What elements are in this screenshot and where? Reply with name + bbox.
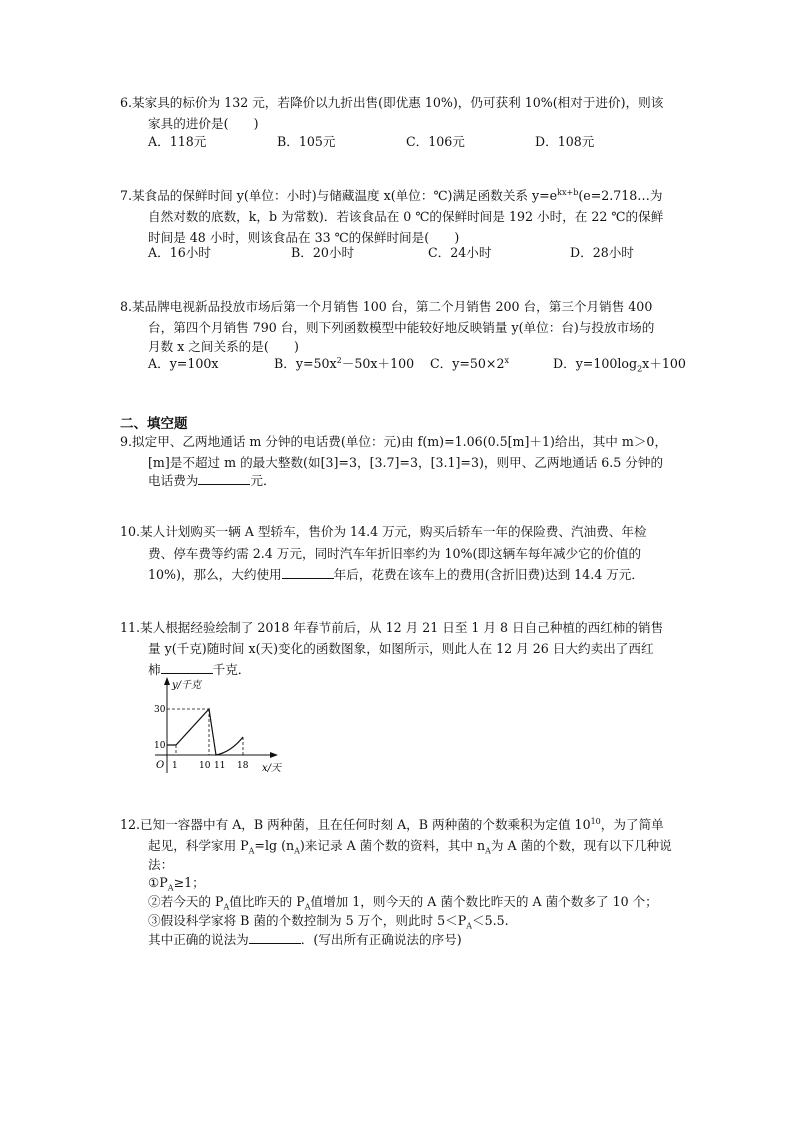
q12-line2-sub1: A	[248, 846, 255, 856]
q12-line2-sub3: A	[485, 846, 491, 856]
q10-line3	[148, 564, 644, 586]
q12-line1-text: 12.已知一容器中有 A，B 两种菌，且在任何时刻 A，B 两种菌的个数乘积为定值 10	[120, 817, 591, 832]
q6-option-d: D．108元	[535, 134, 595, 149]
q8-option-d-tail: x＋100	[642, 356, 686, 371]
q12-item1-tail: ≥1；	[173, 875, 205, 890]
q12-exponent: 10	[590, 816, 601, 826]
x-tick-10: 10	[199, 761, 211, 771]
q8-option-d-base: 2	[637, 364, 643, 374]
x-axis-arrow	[270, 752, 278, 758]
q8-option-b-tail: －50x＋100	[341, 356, 415, 371]
q10-line1: 10.某人计划购买一辆 A 型轿车，售价为 14.4 万元，购买后轿车一年的保险费、汽油费、年检	[120, 524, 647, 539]
q9-line3	[148, 470, 276, 492]
q8-option-b-text: B．y=50x	[274, 356, 337, 371]
q7-option-c: C．24小时	[428, 245, 492, 260]
q7-exponent: kx+b	[557, 187, 579, 197]
q7-line2: 自然对数的底数，k，b 为常数)．若该食品在 0 ℃的保鲜时间是 192 小时，在 22 ℃的保鲜	[148, 209, 664, 224]
x-tick-18: 18	[237, 761, 249, 771]
q12-item2-a: ②若今天的 P	[148, 894, 224, 909]
q6-option-c: C．106元	[406, 134, 465, 149]
q12-line2	[148, 835, 672, 857]
q6-line2: 家具的进价是( )	[148, 116, 259, 131]
q8-option-d	[553, 354, 686, 374]
q12-answer-blank[interactable]	[249, 930, 301, 944]
q10-line3-tail: 年后，花费在该车上的费用(含折旧费)达到 14.4 万元．	[333, 567, 644, 582]
q8-option-a: A．y=100x	[148, 356, 219, 371]
q9-line3-tail: 元．	[250, 473, 276, 488]
q11-line2: 量 y(千克)随时间 x(天)变化的函数图象，如图所示，则此人在 12 月 26 日大约卖出了西红	[148, 641, 654, 656]
q12-item2-c: 值增加 1，则今天的 A 菌个数比昨天的 A 菌个数多了 10 个；	[310, 894, 658, 909]
q12-item1-text: ①P	[148, 875, 168, 890]
q12-item3-b: ＜5.5.	[472, 913, 509, 928]
origin-label: O	[156, 760, 165, 771]
q9-answer-blank[interactable]	[198, 471, 250, 485]
q7-line1	[120, 185, 663, 207]
q12-line3: 法：	[148, 857, 174, 872]
q7-line1-tail: (e=2.718…为	[578, 188, 663, 203]
q12-line1-tail: ，为了简单	[600, 817, 664, 832]
q12-last-text: 其中正确的说法为	[148, 932, 249, 947]
q8-option-c-exponent: x	[504, 355, 510, 365]
sales-curve	[167, 709, 243, 755]
q12-line2-c: )来记录 A 菌个数的资料，其中 n	[299, 838, 486, 853]
sales-graph	[140, 673, 300, 783]
q7-option-d: D．28小时	[570, 245, 634, 260]
q8-option-b	[274, 354, 414, 374]
q10-answer-blank[interactable]	[282, 565, 334, 579]
q12-item1-sub: A	[167, 883, 174, 893]
q12-line2-b: =lg (n	[254, 838, 295, 853]
q8-option-c	[430, 354, 509, 374]
x-tick-11: 11	[214, 761, 226, 771]
q10-line3-text: 10%)，那么，大约使用	[148, 567, 282, 582]
q10-line2: 费、停车费等约需 2.4 万元，同时汽车年折旧率约为 10%(即这辆车每年减少它的价值的	[148, 546, 642, 561]
q11-line3-tail: 千克．	[212, 662, 251, 677]
q8-option-d-text: D．y=100log	[553, 356, 638, 371]
q12-last-line	[148, 929, 462, 951]
q8-option-c-text: C．y=50×2	[430, 356, 505, 371]
q12-last-tail: ．(写出所有正确说法的序号)	[300, 932, 462, 947]
q12-item3-a: ③假设科学家将 B 菌的个数控制为 5 万个，则此时 5＜P	[148, 913, 467, 928]
q6-option-a: A．118元	[148, 134, 207, 149]
q8-line2: 台，第四个月销售 790 台，则下列函数模型中能较好地反映销量 y(单位：台)与投放市场的	[148, 320, 655, 335]
q9-line2: [m]是不超过 m 的最大整数(如[3]=3，[3.7]=3，[3.1]=3)，则甲、乙两地通话 6.5 分钟的	[148, 455, 664, 470]
y-tick-10: 10	[154, 741, 166, 751]
q12-line2-sub2: A	[294, 846, 300, 856]
q12-line1	[120, 814, 664, 836]
q8-option-b-exponent: 2	[336, 355, 342, 365]
x-axis-label: x/天	[262, 763, 282, 774]
q9-line3-text: 电话费为	[148, 473, 199, 488]
q11-line1: 11.某人根据经验绘制了 2018 年春节前后，从 12 月 21 日至 1 月 8 日自己种植的西红柿的销售	[120, 620, 664, 635]
q6-line1: 6.某家具的标价为 132 元，若降价以九折出售(即优惠 10%)，仍可获利 10%(相对于进价)，则该	[120, 95, 664, 110]
q7-line3: 时间是 48 小时，则该食品在 33 ℃的保鲜时间是( )	[148, 230, 460, 245]
q12-line2-d: 为 A 菌的个数，现有以下几种说	[490, 838, 672, 853]
q8-line3: 月数 x 之间关系的是( )	[148, 339, 299, 354]
q8-line1: 8.某品牌电视新品投放市场后第一个月销售 100 台，第二个月销售 200 台，第三个月销售 400	[120, 299, 653, 314]
q12-item3-sub: A	[466, 921, 473, 931]
q9-line1: 9.拟定甲、乙两地通话 m 分钟的电话费(单位：元)由 f(m)=1.06(0.5[m]＋1)给出，其中 m＞0，	[120, 434, 668, 449]
q12-item2-sub1: A	[223, 902, 230, 912]
y-axis-label: y/千克	[172, 680, 202, 691]
section-heading: 二、填空题	[120, 416, 188, 432]
q7-option-b: B．20小时	[291, 245, 355, 260]
q7-option-a: A．16小时	[148, 245, 211, 260]
y-tick-30: 30	[154, 705, 166, 715]
q11-line3-text: 柿	[148, 662, 161, 677]
q11-answer-blank[interactable]	[161, 660, 213, 674]
y-axis-arrow	[164, 677, 170, 685]
q6-option-b: B．105元	[277, 134, 336, 149]
q12-item2-b: 值比昨天的 P	[229, 894, 305, 909]
q7-line1-text: 7.某食品的保鲜时间 y(单位：小时)与储藏温度 x(单位：℃)满足函数关系 y=e	[120, 188, 558, 203]
q12-line2-a: 起见，科学家用 P	[148, 838, 249, 853]
q12-item2-sub2: A	[304, 902, 311, 912]
x-tick-1: 1	[172, 761, 178, 771]
